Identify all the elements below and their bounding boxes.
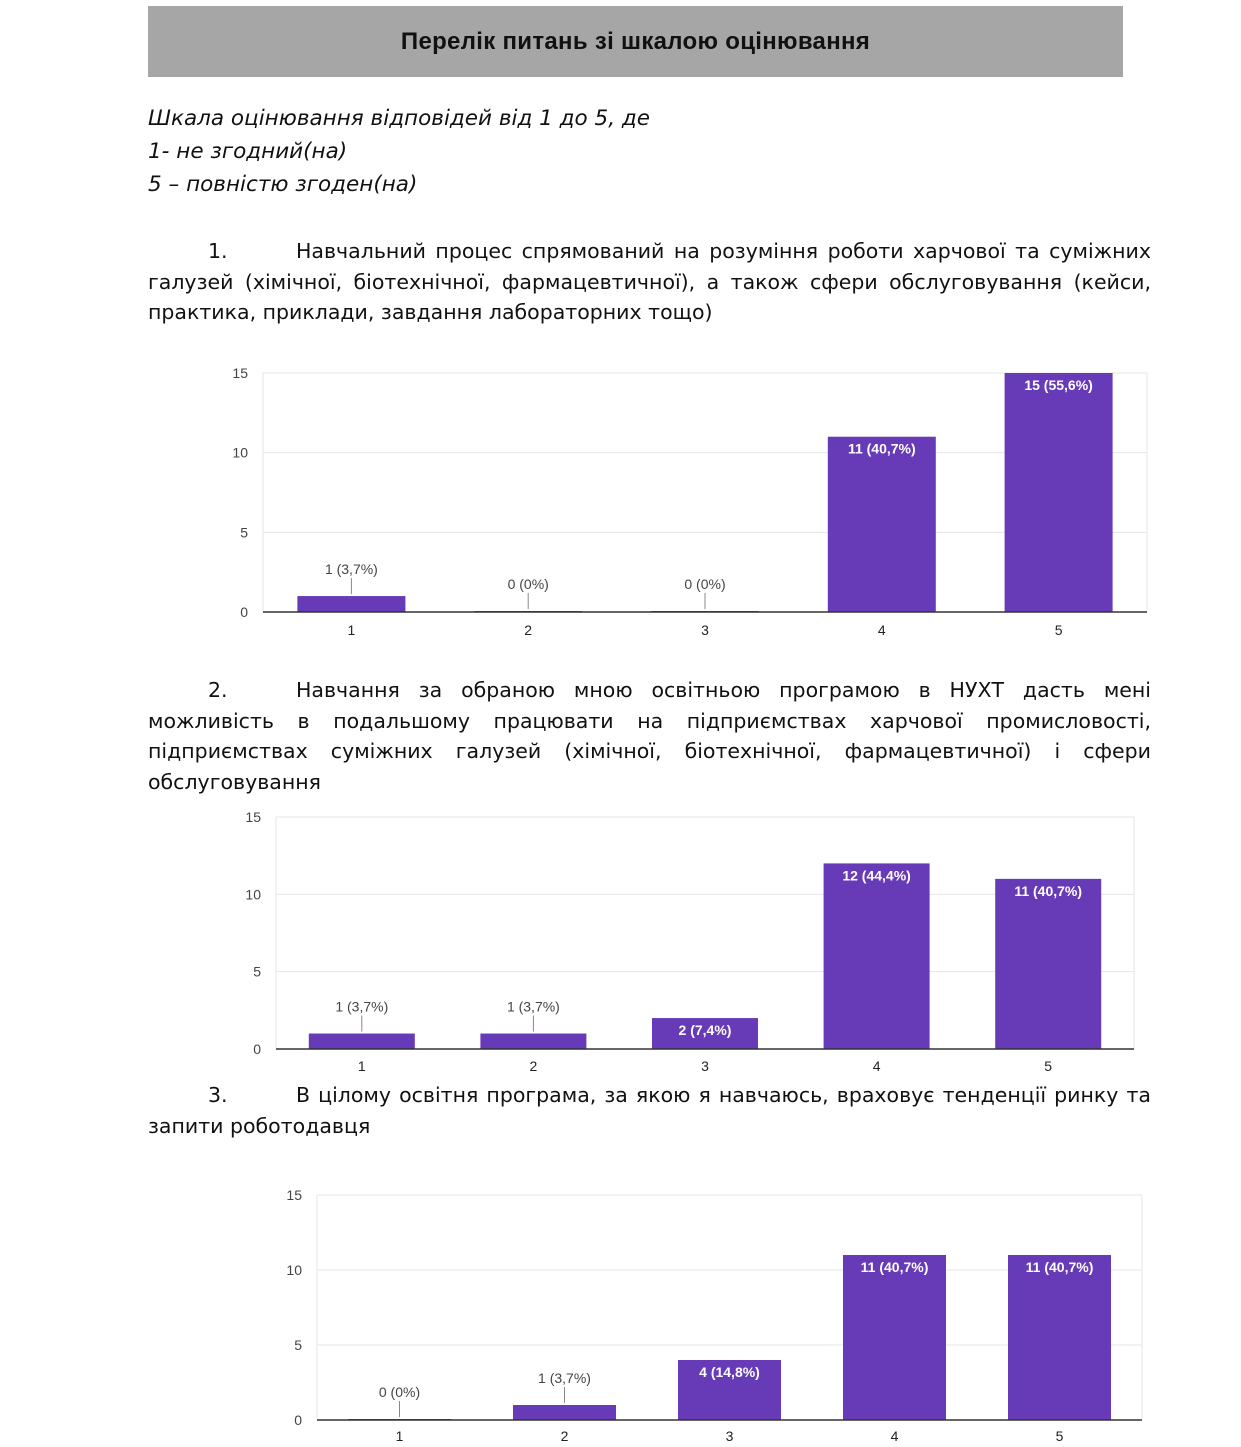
rating-scale-legend — [148, 102, 650, 201]
bar-value-label: 11 (40,7%) — [1014, 882, 1083, 899]
bar-value-label: 2 (7,4%) — [678, 1022, 732, 1039]
y-tick-label: 0 — [294, 1412, 302, 1428]
chart-question-1 — [210, 360, 1160, 650]
bar — [843, 1255, 946, 1420]
bar-value-label: 0 (0%) — [684, 576, 726, 592]
bar-value-label: 0 (0%) — [378, 1384, 421, 1400]
x-category-label: 3 — [701, 622, 709, 638]
x-category-label: 5 — [1055, 1428, 1064, 1444]
y-tick-label: 5 — [240, 524, 248, 541]
x-category-label: 1 — [395, 1428, 404, 1444]
x-category-label: 4 — [877, 622, 886, 638]
y-tick-label: 0 — [240, 604, 248, 620]
y-tick-label: 10 — [286, 1262, 302, 1278]
x-category-label: 1 — [347, 622, 356, 638]
question-number: 3. — [208, 1083, 228, 1107]
page-title: Перелік питань зі шкалою оцінювання — [400, 27, 871, 55]
bar-value-label: 11 (40,7%) — [847, 440, 916, 457]
question-text: В цілому освітня програма, за якою я навчаюсь, враховує тенденції ринку та запити роботодавця — [148, 1083, 1151, 1138]
y-tick-label: 10 — [245, 886, 261, 903]
y-tick-label: 15 — [286, 1187, 302, 1203]
x-category-label: 4 — [890, 1428, 899, 1444]
bar-value-label: 1 (3,7%) — [324, 561, 378, 578]
header-banner — [148, 6, 1123, 77]
bar — [297, 596, 405, 612]
x-category-label: 2 — [560, 1428, 569, 1444]
question-3 — [148, 1080, 1151, 1141]
bar — [1008, 1255, 1111, 1420]
bar — [480, 1034, 586, 1049]
bar-value-label: 11 (40,7%) — [860, 1259, 929, 1275]
y-tick-label: 10 — [232, 444, 248, 461]
question-2 — [148, 675, 1151, 797]
chart-question-3 — [260, 1183, 1160, 1447]
y-tick-label: 5 — [294, 1337, 302, 1353]
bar-value-label: 0 (0%) — [507, 576, 549, 592]
bar-value-label: 1 (3,7%) — [538, 1370, 591, 1386]
bar — [824, 863, 930, 1049]
question-1 — [148, 236, 1151, 328]
bar-value-label: 15 (55,6%) — [1024, 377, 1093, 393]
bar-value-label: 1 (3,7%) — [506, 998, 560, 1015]
question-number: 2. — [208, 678, 228, 702]
bar — [828, 437, 936, 612]
chart-question-2 — [210, 805, 1160, 1090]
bar-value-label: 11 (40,7%) — [1025, 1259, 1094, 1275]
x-category-label: 1 — [357, 1058, 366, 1074]
question-text: Навчання за обраною мною освітньою програмою в НУХТ дасть мені можливість в подальшому працювати на підприємствах харчової промисловості, підприємствах суміжних галузей (хімічної, біотехнічної, фармацевтичної) і сфери обслуговування — [148, 678, 1151, 794]
scale-line-2: 1- не згодний(на) — [148, 139, 348, 164]
bar-value-label: 1 (3,7%) — [335, 998, 389, 1015]
question-text: Навчальний процес спрямований на розуміння роботи харчової та суміжних галузей (хімічної, біотехнічної, фармацевтичної), а також сфери обслуговування (кейси, практика, приклади, завдання лабораторних тощо) — [148, 239, 1151, 324]
x-category-label: 5 — [1044, 1058, 1053, 1074]
bar-value-label: 12 (44,4%) — [842, 867, 911, 884]
bar — [995, 879, 1101, 1049]
scale-line-3: 5 – повністю згоден(на) — [148, 172, 418, 197]
x-category-label: 2 — [524, 622, 533, 638]
x-category-label: 2 — [529, 1058, 538, 1074]
bar — [513, 1405, 616, 1420]
y-tick-label: 0 — [253, 1041, 261, 1057]
scale-line-1: Шкала оцінювання відповідей від 1 до 5, де — [148, 106, 650, 131]
y-tick-label: 15 — [245, 809, 261, 825]
bar — [1005, 373, 1113, 612]
y-tick-label: 5 — [253, 963, 261, 980]
x-category-label: 3 — [701, 1058, 709, 1074]
x-category-label: 4 — [872, 1058, 881, 1074]
question-number: 1. — [208, 239, 228, 263]
x-category-label: 5 — [1054, 622, 1063, 638]
bar — [309, 1034, 415, 1049]
bar-value-label: 4 (14,8%) — [699, 1364, 760, 1380]
y-tick-label: 15 — [232, 365, 248, 381]
x-category-label: 3 — [725, 1428, 734, 1444]
